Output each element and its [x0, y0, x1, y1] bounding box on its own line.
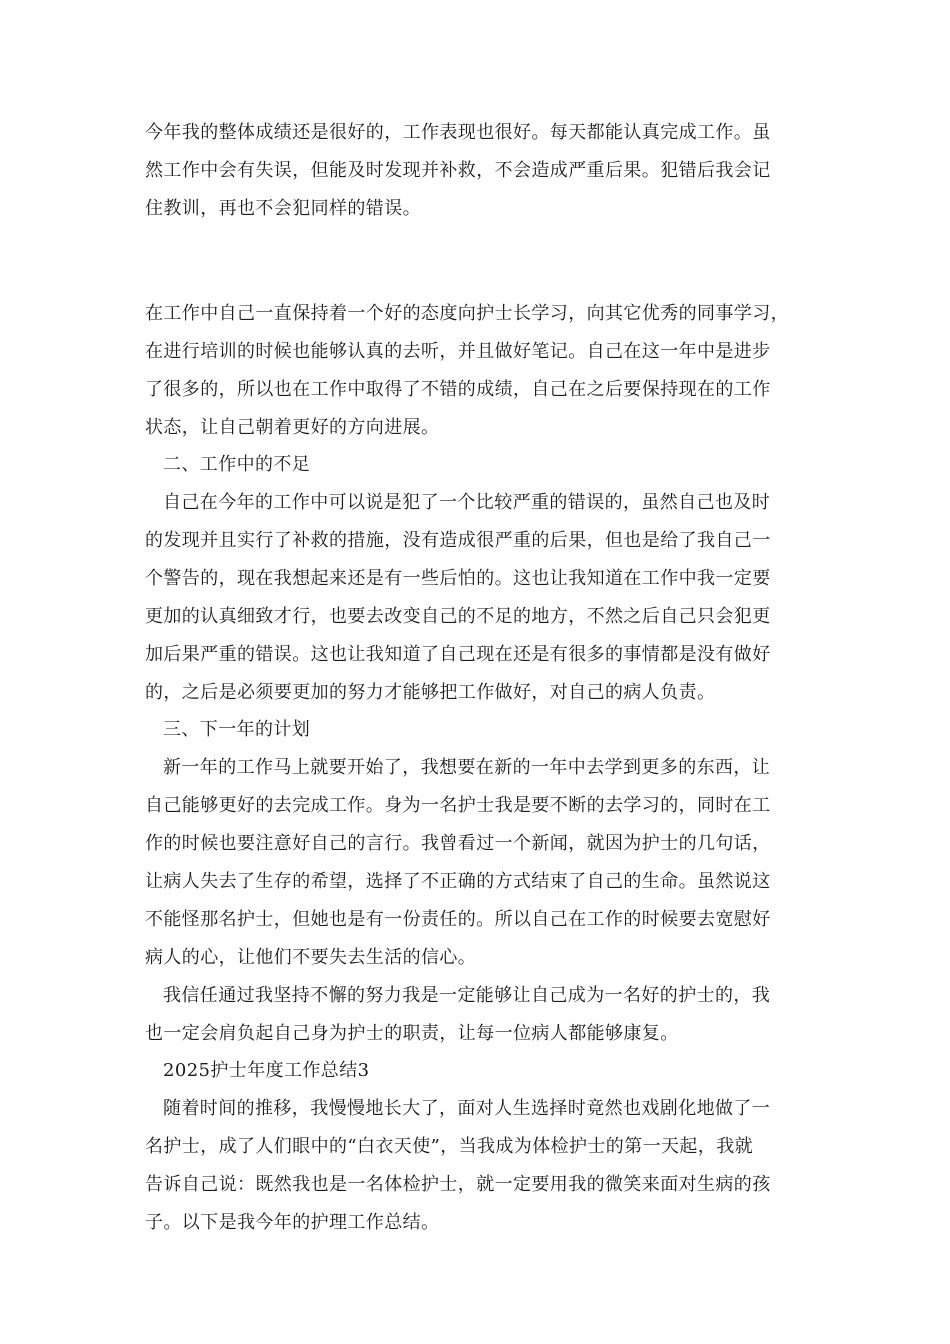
text-line: 住教训，再也不会犯同样的错误。 — [145, 198, 421, 219]
text-line: 不能怪那名护士，但她也是有一份责任的。所以自己在工作的时候要去宽慰好 — [145, 909, 771, 930]
text-line: 自己能够更好的去完成工作。身为一名护士我是要不断的去学习的，同时在工 — [145, 795, 771, 816]
text-line: 加后果严重的错误。这也让我知道了自己现在还是有很多的事情都是没有做好 — [145, 644, 771, 665]
text-line: 随着时间的推移，我慢慢地长大了，面对人生选择时竟然也戏剧化地做了一 — [163, 1098, 771, 1119]
text-line: 在进行培训的时候也能够认真的去听，并且做好笔记。自己在这一年中是进步 — [145, 341, 771, 362]
text-line: 状态，让自己朝着更好的方向进展。 — [145, 417, 440, 438]
text-line: 然工作中会有失误，但能及时发现并补救，不会造成严重后果。犯错后我会记 — [145, 160, 771, 181]
text-line: 今年我的整体成绩还是很好的，工作表现也很好。每天都能认真完成工作。虽 — [145, 122, 771, 143]
text-line: 个警告的，现在我想起来还是有一些后怕的。这也让我知道在工作中我一定要 — [145, 568, 771, 589]
text-line: 的，之后是必须要更加的努力才能够把工作做好，对自己的病人负责。 — [145, 682, 716, 703]
text-line: 新一年的工作马上就要开始了，我想要在新的一年中去学到更多的东西，让 — [163, 757, 771, 778]
text-line: 更加的认真细致才行，也要去改变自己的不足的地方，不然之后自己只会犯更 — [145, 606, 771, 627]
text-line: 了很多的，所以也在工作中取得了不错的成绩，自己在之后要保持现在的工作 — [145, 379, 771, 400]
text-line: 病人的心，让他们不要失去生活的信心。 — [145, 947, 477, 968]
text-line: 的发现并且实行了补救的措施，没有造成很严重的后果，但也是给了我自己一 — [145, 530, 771, 551]
text-line: 作的时候也要注意好自己的言行。我曾看过一个新闻，就因为护士的几句话， — [145, 833, 771, 854]
text-line: 自己在今年的工作中可以说是犯了一个比较严重的错误的，虽然自己也及时 — [163, 492, 771, 513]
text-line: 我信任通过我坚持不懈的努力我是一定能够让自己成为一名好的护士的，我 — [163, 985, 771, 1006]
text-line: 也一定会肩负起自己身为护士的职责，让每一位病人都能够康复。 — [145, 1023, 679, 1044]
text-line: 名护士，成了人们眼中的“白衣天使”，当我成为体检护士的第一天起，我就 — [145, 1136, 754, 1157]
text-line: 子。以下是我今年的护理工作总结。 — [145, 1212, 440, 1233]
text-line: 告诉自己说：既然我也是一名体检护士，就一定要用我的微笑来面对生病的孩 — [145, 1174, 771, 1195]
section-heading: 二、工作中的不足 — [163, 454, 311, 475]
text-line: 在工作中自己一直保持着一个好的态度向护士长学习，向其它优秀的同事学习， — [145, 303, 789, 324]
section-heading: 三、下一年的计划 — [163, 719, 311, 740]
text-line: 让病人失去了生存的希望，选择了不正确的方式结束了自己的生命。虽然说这 — [145, 871, 771, 892]
section-title: 2025护士年度工作总结3 — [163, 1060, 370, 1081]
